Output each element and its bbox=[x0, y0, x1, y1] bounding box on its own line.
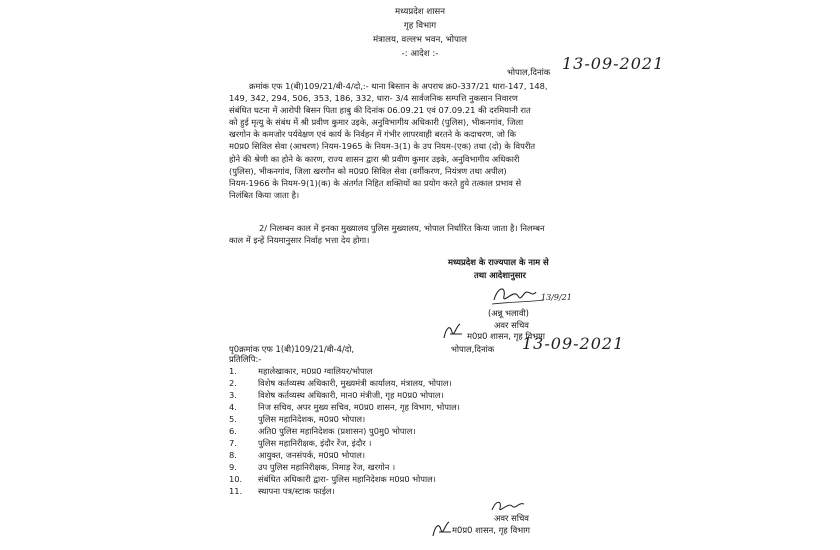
list-item: स्थापना पत्र/स्टाक फाईल। bbox=[258, 486, 335, 496]
para1-line: को हुई मृत्यु के संबंध में श्री प्रवीण कुमार उइके, अनुविभागीय अधिकारी (पुलिस), भीकनगांव, जिला bbox=[229, 117, 524, 128]
header-state: मध्यप्रदेश शासन bbox=[394, 7, 446, 17]
dateline-date: 13-09-2021 bbox=[562, 54, 665, 73]
para1-line: नियम-1966 के नियम-9(1)(क) के अंतर्गत निहित शक्तियों का प्रयोग करते हुये तत्काल प्रभाव से bbox=[229, 177, 522, 188]
endorsement-date: 13-09-2021 bbox=[522, 334, 625, 353]
sig1-office: म0प्र0 शासन, गृह विभाग bbox=[467, 331, 546, 341]
sig2-office: म0प्र0 शासन, गृह विभाग bbox=[452, 525, 531, 535]
list-item: पुलिस महानिदेशक, म0प्र0 भोपाल। bbox=[258, 414, 366, 424]
para1-line: निलंबित किया जाता है। bbox=[229, 189, 300, 200]
initials-scribble-1 bbox=[440, 318, 466, 344]
paragraph-2 bbox=[229, 222, 654, 246]
list-item-number: 10. bbox=[229, 474, 243, 484]
initials-scribble-2 bbox=[430, 518, 454, 540]
list-item: पुलिस महानिरीक्षक, इंदौर रेंज, इंदौर । bbox=[258, 438, 372, 448]
list-item: विशेष कर्तव्यस्थ अधिकारी, मुख्यमंत्री कार्यालय, मंत्रालय, भोपाल। bbox=[258, 378, 452, 388]
para1-line: म0प्र0 सिविल सेवा (आचरण) नियम-1965 के नियम-3(1) के उप नियम-(एक) तथा (दो) के विपरीत bbox=[229, 141, 536, 152]
list-item-number: 8. bbox=[229, 450, 237, 460]
list-item: आयुक्त, जनसंपर्क, म0प्र0 भोपाल। bbox=[258, 450, 365, 460]
sig1-line2: तथा आदेशानुसार bbox=[474, 270, 526, 280]
list-item-number: 6. bbox=[229, 426, 237, 436]
endorsement-number: पृ0क्रमांक एफ 1(बी)109/21/बी-4/दो, bbox=[229, 344, 355, 354]
list-item: संबंधित अधिकारी द्वारा- पुलिस महानिदेशक म0प्र0 भोपाल। bbox=[258, 474, 436, 484]
sig2-designation: अवर सचिव bbox=[494, 513, 529, 523]
para1-line: संबंधित घटना में आरोपी बिसन पिता हाबु की दिनांक 06.09.21 एवं 07.09.21 की दरमियानी रात bbox=[229, 105, 531, 116]
order-title: -: आदेश :- bbox=[401, 49, 439, 59]
header-address: मंत्रालय, वल्लभ भवन, भोपाल bbox=[373, 35, 467, 45]
para1-line: क्रमांक एफ 1(बी)109/21/बी-4/दो,:- थाना बिस्तान के अपराध क्र0-337/21 धारा-147, 148, bbox=[249, 81, 548, 91]
list-item-number: 11. bbox=[229, 486, 243, 496]
endorsement-dateline-prefix: भोपाल,दिनांक bbox=[451, 344, 495, 354]
list-item: अति0 पुलिस महानिदेशक (प्रशासन) पु0मु0 भोपाल। bbox=[258, 426, 416, 436]
list-item-number: 3. bbox=[229, 390, 237, 400]
list-item-number: 5. bbox=[229, 414, 237, 424]
list-item-number: 4. bbox=[229, 402, 237, 412]
list-item-number: 1. bbox=[229, 366, 237, 376]
list-item: महालेखाकार, म0प्र0 ग्वालियर/भोपाल bbox=[258, 366, 373, 376]
list-item: विशेष कर्तव्यस्थ अधिकारी, मान0 मंत्रीजी, गृह म0प्र0 भोपाल। bbox=[258, 390, 444, 400]
paragraph-1 bbox=[229, 80, 654, 201]
para1-line: होने की श्रेणी का होने के कारण, राज्य शासन द्वारा श्री प्रवीण कुमार उइके, अनुविभागीय अधिकारी bbox=[229, 153, 520, 164]
list-item-number: 2. bbox=[229, 378, 237, 388]
list-item-number: 9. bbox=[229, 462, 237, 472]
sig1-line1: मध्यप्रदेश के राज्यपाल के नाम से bbox=[448, 257, 549, 267]
sig1-designation: अवर सचिव bbox=[494, 320, 529, 330]
list-item: उप पुलिस महानिरीक्षक, निमाड़ रेंज, खरगोन । bbox=[258, 462, 396, 472]
para1-line: (पुलिस), भीकनगांव, जिला खरगौन को म0प्र0 सिविल सेवा (वर्गीकरण, नियंत्रण तथा अपील) bbox=[229, 165, 507, 176]
para2-line: 2/ निलम्बन काल में इनका मुख्यालय पुलिस मुख्यालय, भोपाल निर्धारित किया जाता है। निलम्बन bbox=[259, 223, 545, 233]
dateline-prefix: भोपाल,दिनांक bbox=[507, 67, 551, 77]
sig1-name: (अन्नू भलावी) bbox=[488, 308, 529, 318]
sig1-scribble-date: 13/9/21 bbox=[541, 293, 572, 302]
list-item: निज सचिव, अपर मुख्य सचिव, म0प्र0 शासन, गृह विभाग, भोपाल। bbox=[258, 402, 460, 412]
para1-line: खरगोन के कमजोर पर्यवेक्षण एवं कार्य के निर्वहन में गंभीर लापरवाही बरतने के कदाचरण, जो कि bbox=[229, 129, 517, 140]
list-item-number: 7. bbox=[229, 438, 237, 448]
copy-to-label: प्रतिलिपि:- bbox=[229, 354, 262, 364]
header-department: गृह विभाग bbox=[403, 21, 437, 31]
para2-line: काल में इन्हें नियमानुसार निर्वाह भत्ता देय होगा। bbox=[229, 235, 370, 246]
para1-line: 149, 342, 294, 506, 353, 186, 332, धारा- 3/4 सार्वजनिक सम्पत्ति नुकसान निवारण bbox=[229, 93, 518, 104]
